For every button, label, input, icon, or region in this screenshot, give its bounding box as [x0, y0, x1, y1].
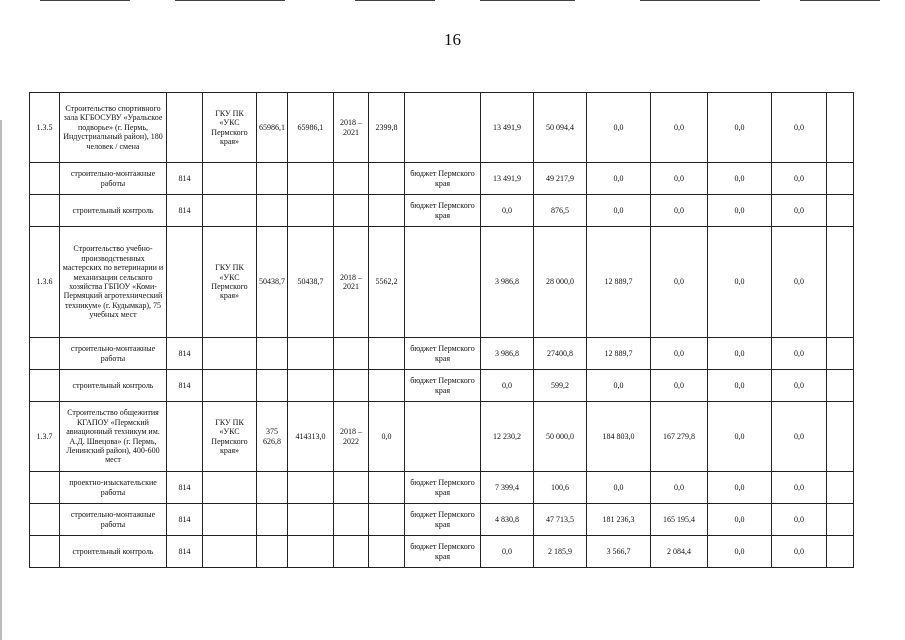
- empty-estimate-cell: [288, 504, 334, 536]
- subitem-row: [30, 163, 854, 195]
- empty-period-cell: [334, 163, 369, 195]
- empty-number-cell: [30, 195, 60, 227]
- year-value-cell: 50 000,0: [534, 402, 587, 472]
- subitem-row: [30, 370, 854, 402]
- customer-cell: ГКУ ПК «УКС Пермского края»: [203, 402, 257, 472]
- year-value-cell: 165 195,4: [651, 504, 708, 536]
- empty-previous-cell: [369, 504, 405, 536]
- empty-estimate-cell: [288, 163, 334, 195]
- year-value-cell: 3 986,8: [481, 338, 534, 370]
- capacity-cost-cell: 50438,7: [257, 227, 288, 338]
- year-value-cell: 27400,8: [534, 338, 587, 370]
- year-value-cell: 0,0: [772, 195, 827, 227]
- empty-previous-cell: [369, 163, 405, 195]
- subitem-row: [30, 504, 854, 536]
- budget-code: 814: [167, 338, 203, 370]
- budget-code: [167, 93, 203, 163]
- year-value-cell: 47 713,5: [534, 504, 587, 536]
- empty-cost-cell: [257, 504, 288, 536]
- year-value-cell: 0,0: [772, 536, 827, 568]
- year-value-cell: 13 491,9: [481, 163, 534, 195]
- period-cell: 2018 – 2022: [334, 402, 369, 472]
- funding-source-cell: бюджет Пермского края: [405, 195, 481, 227]
- object-name: Строительство спортивного зала КГБОСУВУ «Уральское подворье» (г. Пермь, Индустриальный район), 180 человек / смена: [60, 93, 167, 163]
- empty-last-cell: [827, 402, 854, 472]
- budget-code: [167, 402, 203, 472]
- empty-number-cell: [30, 504, 60, 536]
- empty-last-cell: [827, 536, 854, 568]
- funding-source-cell: бюджет Пермского края: [405, 370, 481, 402]
- empty-cost-cell: [257, 163, 288, 195]
- object-name: Строительство общежития КГАПОУ «Пермский авиационный техникум им. А.Д. Швецова» (г. Пермь, Ленинский район), 400-600 мест: [60, 402, 167, 472]
- subitem-row: [30, 536, 854, 568]
- year-value-cell: 0,0: [772, 93, 827, 163]
- funding-source-cell: бюджет Пермского края: [405, 504, 481, 536]
- empty-number-cell: [30, 370, 60, 402]
- year-value-cell: 4 830,8: [481, 504, 534, 536]
- empty-estimate-cell: [288, 338, 334, 370]
- empty-last-cell: [827, 504, 854, 536]
- year-value-cell: 0,0: [772, 338, 827, 370]
- year-value-cell: 0,0: [772, 370, 827, 402]
- year-value-cell: 599,2: [534, 370, 587, 402]
- item-number: 1.3.6: [30, 227, 60, 338]
- year-value-cell: 876,5: [534, 195, 587, 227]
- empty-number-cell: [30, 163, 60, 195]
- work-type-name: строительно-монтажные работы: [60, 163, 167, 195]
- empty-previous-cell: [369, 195, 405, 227]
- empty-customer-cell: [203, 536, 257, 568]
- previous-funding-cell: 0,0: [369, 402, 405, 472]
- year-value-cell: 2 084,4: [651, 536, 708, 568]
- empty-previous-cell: [369, 338, 405, 370]
- empty-number-cell: [30, 536, 60, 568]
- year-value-cell: 0,0: [651, 338, 708, 370]
- year-value-cell: 0,0: [772, 163, 827, 195]
- estimated-cost-cell: 65986,1: [288, 93, 334, 163]
- budget-code: 814: [167, 370, 203, 402]
- year-value-cell: 0,0: [708, 93, 772, 163]
- budget-table: [29, 92, 854, 568]
- empty-period-cell: [334, 536, 369, 568]
- empty-last-cell: [827, 338, 854, 370]
- empty-customer-cell: [203, 195, 257, 227]
- year-value-cell: 0,0: [587, 472, 651, 504]
- year-value-cell: 0,0: [772, 504, 827, 536]
- empty-period-cell: [334, 504, 369, 536]
- year-value-cell: 0,0: [708, 227, 772, 338]
- scan-edge-top: [0, 0, 905, 2]
- previous-funding-cell: 5562,2: [369, 227, 405, 338]
- empty-customer-cell: [203, 472, 257, 504]
- year-value-cell: 13 491,9: [481, 93, 534, 163]
- year-value-cell: 0,0: [772, 227, 827, 338]
- year-value-cell: 0,0: [587, 93, 651, 163]
- year-value-cell: 0,0: [651, 227, 708, 338]
- scan-edge-left: [0, 120, 2, 640]
- table-body: [30, 93, 854, 568]
- work-type-name: строительный контроль: [60, 536, 167, 568]
- year-value-cell: 2 185,9: [534, 536, 587, 568]
- year-value-cell: 0,0: [708, 504, 772, 536]
- item-number: 1.3.5: [30, 93, 60, 163]
- empty-last-cell: [827, 370, 854, 402]
- year-value-cell: 0,0: [772, 472, 827, 504]
- year-value-cell: 50 094,4: [534, 93, 587, 163]
- empty-customer-cell: [203, 163, 257, 195]
- page-number: 16: [444, 30, 461, 49]
- budget-code: 814: [167, 472, 203, 504]
- year-value-cell: 0,0: [651, 163, 708, 195]
- year-value-cell: 0,0: [651, 93, 708, 163]
- empty-period-cell: [334, 338, 369, 370]
- empty-customer-cell: [203, 370, 257, 402]
- year-value-cell: 0,0: [481, 370, 534, 402]
- empty-previous-cell: [369, 370, 405, 402]
- work-type-name: строительно-монтажные работы: [60, 504, 167, 536]
- empty-cost-cell: [257, 370, 288, 402]
- year-value-cell: 0,0: [651, 370, 708, 402]
- customer-cell: ГКУ ПК «УКС Пермского края»: [203, 227, 257, 338]
- empty-period-cell: [334, 370, 369, 402]
- work-type-name: строительный контроль: [60, 195, 167, 227]
- funding-source-cell: бюджет Пермского края: [405, 163, 481, 195]
- budget-code: [167, 227, 203, 338]
- year-value-cell: 12 230,2: [481, 402, 534, 472]
- work-type-name: проектно-изыскательские работы: [60, 472, 167, 504]
- empty-last-cell: [827, 93, 854, 163]
- empty-period-cell: [334, 472, 369, 504]
- subitem-row: [30, 195, 854, 227]
- year-value-cell: 0,0: [587, 163, 651, 195]
- object-name: Строительство учебно-производственных мастерских по ветеринарии и механизации сельского хозяйства ГБПОУ «Коми-Пермяцкий агротехнический техникум» (г. Кудымкар), 75 учебных мест: [60, 227, 167, 338]
- year-value-cell: 184 803,0: [587, 402, 651, 472]
- object-row: [30, 402, 854, 472]
- empty-last-cell: [827, 163, 854, 195]
- year-value-cell: 0,0: [481, 195, 534, 227]
- funding-source-cell: [405, 402, 481, 472]
- year-value-cell: 12 889,7: [587, 338, 651, 370]
- budget-code: 814: [167, 536, 203, 568]
- budget-code: 814: [167, 163, 203, 195]
- empty-last-cell: [827, 227, 854, 338]
- funding-source-cell: бюджет Пермского края: [405, 536, 481, 568]
- year-value-cell: 0,0: [772, 402, 827, 472]
- year-value-cell: 28 000,0: [534, 227, 587, 338]
- funding-source-cell: бюджет Пермского края: [405, 472, 481, 504]
- period-cell: 2018 – 2021: [334, 93, 369, 163]
- year-value-cell: 0,0: [708, 536, 772, 568]
- year-value-cell: 3 566,7: [587, 536, 651, 568]
- year-value-cell: 0,0: [708, 195, 772, 227]
- year-value-cell: 0,0: [651, 472, 708, 504]
- empty-estimate-cell: [288, 370, 334, 402]
- empty-estimate-cell: [288, 195, 334, 227]
- object-row: [30, 227, 854, 338]
- empty-customer-cell: [203, 338, 257, 370]
- estimated-cost-cell: 50438,7: [288, 227, 334, 338]
- empty-number-cell: [30, 472, 60, 504]
- budget-code: 814: [167, 195, 203, 227]
- year-value-cell: 0,0: [587, 370, 651, 402]
- empty-cost-cell: [257, 195, 288, 227]
- empty-cost-cell: [257, 338, 288, 370]
- funding-source-cell: бюджет Пермского края: [405, 338, 481, 370]
- work-type-name: строительный контроль: [60, 370, 167, 402]
- budget-code: 814: [167, 504, 203, 536]
- capacity-cost-cell: 375 626,8: [257, 402, 288, 472]
- empty-previous-cell: [369, 536, 405, 568]
- period-cell: 2018 – 2021: [334, 227, 369, 338]
- year-value-cell: 0,0: [708, 338, 772, 370]
- empty-cost-cell: [257, 536, 288, 568]
- year-value-cell: 181 236,3: [587, 504, 651, 536]
- empty-estimate-cell: [288, 536, 334, 568]
- empty-last-cell: [827, 195, 854, 227]
- year-value-cell: 0,0: [587, 195, 651, 227]
- year-value-cell: 0,0: [651, 195, 708, 227]
- year-value-cell: 12 889,7: [587, 227, 651, 338]
- estimated-cost-cell: 414313,0: [288, 402, 334, 472]
- item-number: 1.3.7: [30, 402, 60, 472]
- customer-cell: ГКУ ПК «УКС Пермского края»: [203, 93, 257, 163]
- empty-number-cell: [30, 338, 60, 370]
- work-type-name: строительно-монтажные работы: [60, 338, 167, 370]
- year-value-cell: 0,0: [708, 402, 772, 472]
- previous-funding-cell: 2399,8: [369, 93, 405, 163]
- year-value-cell: 0,0: [708, 163, 772, 195]
- empty-customer-cell: [203, 504, 257, 536]
- year-value-cell: 49 217,9: [534, 163, 587, 195]
- empty-last-cell: [827, 472, 854, 504]
- empty-estimate-cell: [288, 472, 334, 504]
- capacity-cost-cell: 65986,1: [257, 93, 288, 163]
- subitem-row: [30, 472, 854, 504]
- year-value-cell: 7 399,4: [481, 472, 534, 504]
- object-row: [30, 93, 854, 163]
- year-value-cell: 0,0: [708, 472, 772, 504]
- year-value-cell: 3 986,8: [481, 227, 534, 338]
- empty-period-cell: [334, 195, 369, 227]
- empty-cost-cell: [257, 472, 288, 504]
- funding-source-cell: [405, 93, 481, 163]
- subitem-row: [30, 338, 854, 370]
- year-value-cell: 167 279,8: [651, 402, 708, 472]
- year-value-cell: 0,0: [481, 536, 534, 568]
- year-value-cell: 0,0: [708, 370, 772, 402]
- funding-source-cell: [405, 227, 481, 338]
- empty-previous-cell: [369, 472, 405, 504]
- year-value-cell: 100,6: [534, 472, 587, 504]
